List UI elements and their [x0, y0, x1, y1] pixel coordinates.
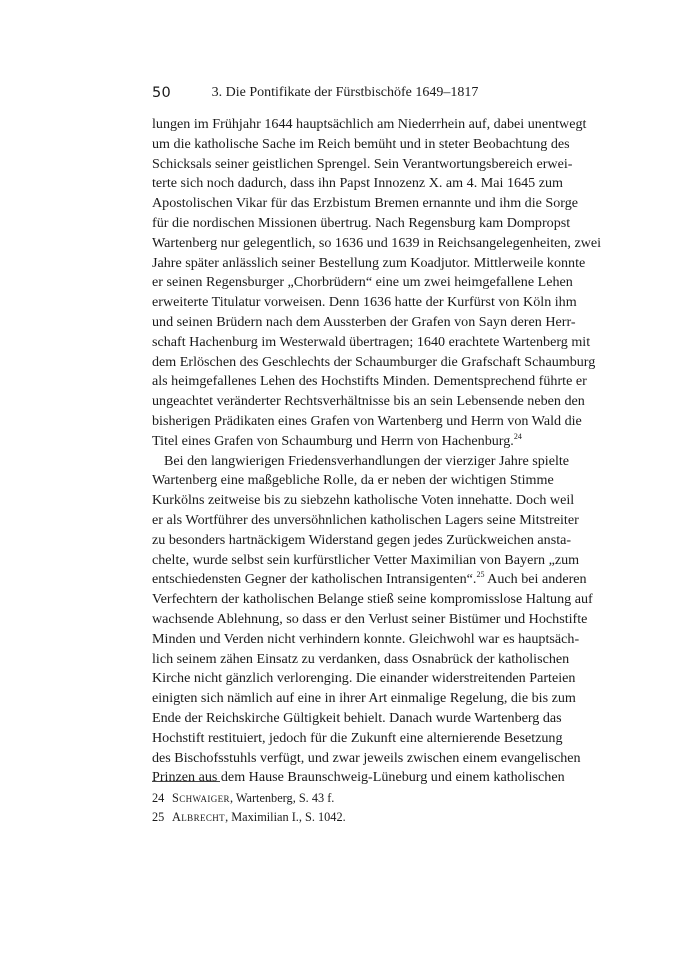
- footnote-number: 24: [152, 791, 165, 805]
- text-line: schaft Hachenburg im Westerwald übertragen; 1640 erachtete Wartenberg mit: [152, 333, 591, 350]
- text-line: erweiterte Titulatur vorweisen. Denn 1636 hatte der Kurfürst von Köln ihm: [152, 294, 577, 311]
- text-line: Wartenberg eine maßgebliche Rolle, da er neben der wichtigen Stimme: [152, 472, 554, 489]
- text-line: Jahre später anlässlich seiner Bestellung zum Koadjutor. Mittlerweile konnte: [152, 254, 586, 271]
- text-line: Verfechtern der katholischen Belange stieß seine kompromisslose Haltung auf: [152, 591, 593, 608]
- page-number: 50: [152, 85, 172, 101]
- text-line: lungen im Frühjahr 1644 hauptsächlich am Niederrhein auf, dabei unentwegt: [152, 116, 587, 132]
- footnote-divider: [152, 781, 220, 782]
- running-head: 3. Die Pontifikate der Fürstbischöfe 1649–1817: [211, 85, 479, 100]
- text-line: Ende der Reichskirche Gültigkeit behielt. Danach wurde Wartenberg das: [152, 709, 562, 726]
- text-line: Minden und Verden nicht verhindern konnte. Gleichwohl war es hauptsäch-: [152, 630, 580, 647]
- text-line: Kurkölns zeitweise bis zu siebzehn katholische Voten innehatte. Doch weil: [152, 492, 575, 509]
- footnote-citation: , Wartenberg, S. 43 f.: [229, 791, 335, 805]
- text-line: Prinzen aus dem Hause Braunschweig-Lüneburg und einem katholischen: [152, 769, 565, 786]
- text-line: er als Wortführer des unversöhnlichen katholischen Lagers seine Mitstreiter: [152, 511, 579, 528]
- footnote-author: Albrecht: [172, 810, 226, 824]
- footnote-citation: , Maximilian I., S. 1042.: [225, 810, 346, 824]
- text-line: entschiedensten Gegner der katholischen Intransigenten“.$^{25}$ Auch bei anderen: [152, 570, 587, 588]
- footnote-ref-24[interactable]: 24: [513, 431, 522, 441]
- footnote-number: 25: [152, 810, 165, 824]
- text-line: Titel eines Grafen von Schaumburg und Herrn von Hachenburg.$^{24}$: [152, 431, 522, 449]
- footnotes: [152, 789, 538, 827]
- text-line: Wartenberg nur gelegentlich, so 1636 und 1639 in Reichsangelegenheiten, zwei: [152, 234, 602, 251]
- text-line: bisherigen Prädikaten eines Grafen von Wartenberg und Herrn von Wald die: [152, 412, 582, 429]
- text-line: und seinen Brüdern nach dem Aussterben der Grafen von Sayn deren Herr-: [152, 313, 576, 330]
- text-line: chelte, wurde selbst sein kurfürstlicher Vetter Maximilian von Bayern „zum: [152, 551, 580, 568]
- footnote-25: [152, 808, 538, 827]
- footnote-ref-25[interactable]: 25: [476, 570, 485, 580]
- footnote-24: [152, 789, 538, 808]
- text-line: Hochstift restituiert, jedoch für die Zukunft eine alternierende Besetzung: [152, 729, 563, 746]
- text-line: Apostolischen Vikar für das Erzbistum Bremen ernannte und ihm die Sorge: [152, 195, 579, 212]
- text-line: zu besonders hartnäckigem Widerstand gegen jedes Zurückweichen ansta-: [152, 531, 572, 548]
- text-line: des Bischofsstuhls verfügt, und zwar jeweils zwischen einem evangelischen: [152, 749, 581, 766]
- text-line: ungeachtet veränderter Rechtsverhältnisse bis an sein Lebensende neben den: [152, 393, 585, 410]
- text-line: als heimgefallenes Lehen des Hochstifts Minden. Dementsprechend führte er: [152, 373, 587, 390]
- text-line: er seinen Regensburger „Chorbrüdern“ eine um zwei heimgefallene Lehen: [152, 274, 573, 291]
- text-line: dem Erlöschen des Geschlechts der Schaumburger die Grafschaft Schaumburg: [152, 353, 596, 370]
- footnote-author: Schwaiger: [172, 791, 230, 805]
- body-text: [152, 115, 602, 788]
- text-line: für die nordischen Missionen übertrug. Nach Regensburg kam Dompropst: [152, 214, 571, 231]
- text-line: Kirche nicht gänzlich verlorenging. Die einander widerstreitenden Parteien: [152, 670, 576, 687]
- text-line: lich seinem zähen Einsatz zu verdanken, dass Osnabrück der katholischen: [152, 650, 570, 667]
- text-line: Schicksals seiner geistlichen Sprengel. Sein Verantwortungsbereich erwei-: [152, 155, 573, 172]
- text-line: terte sich noch dadurch, dass ihn Papst Innozenz X. am 4. Mai 1645 zum: [152, 175, 563, 192]
- text-line: um die katholische Sache im Reich bemüht und in steter Beobachtung des: [152, 135, 570, 152]
- text-line: Bei den langwierigen Friedensverhandlungen der vierziger Jahre spielte: [164, 452, 570, 469]
- text-line: einigten sich nämlich auf eine in ihrer Art einmalige Regelung, die bis zum: [152, 690, 576, 707]
- text-line: wachsende Ablehnung, so dass er den Verlust seiner Bistümer und Hochstifte: [152, 610, 588, 627]
